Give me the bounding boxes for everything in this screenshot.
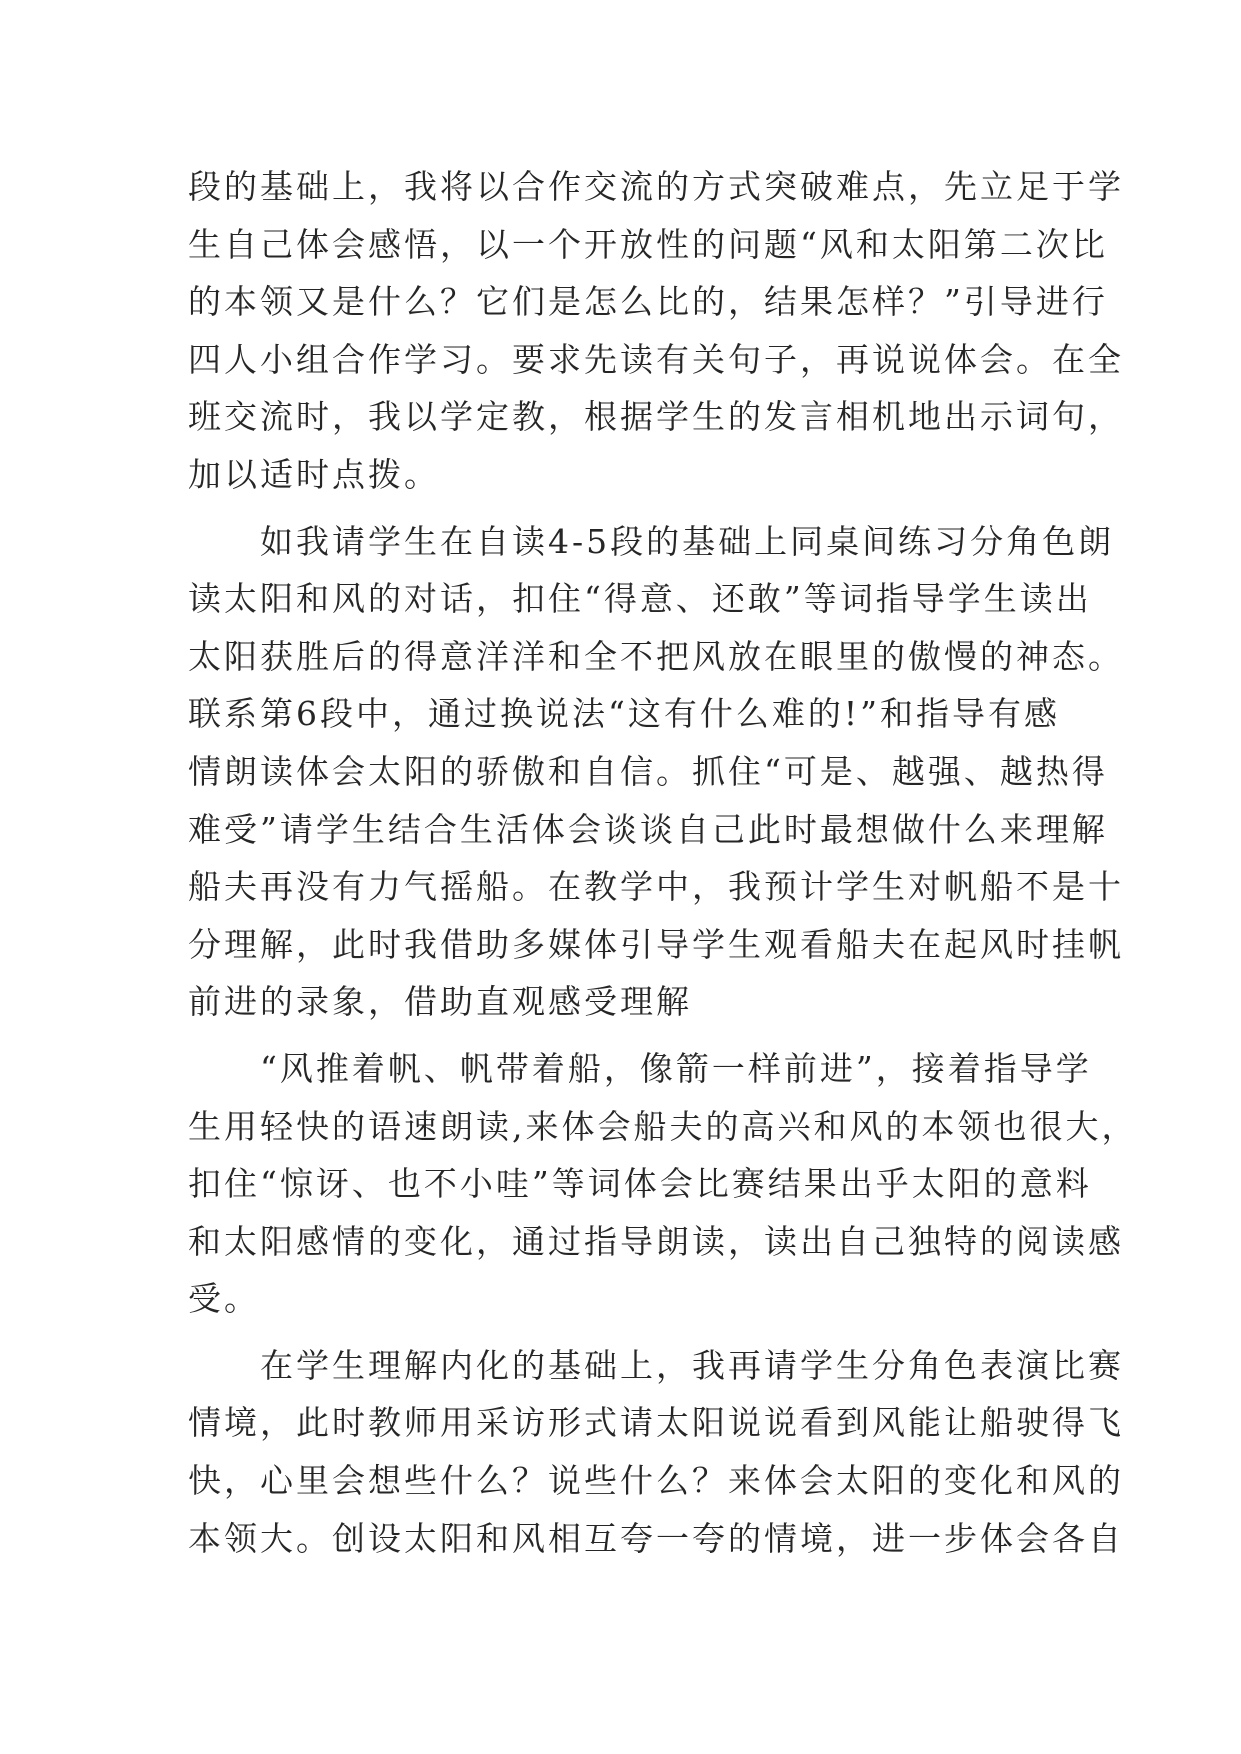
body-text (188, 158, 1138, 1567)
text-line: 情境，此时教师用采访形式请太阳说说看到风能让船驶得飞 (188, 1403, 1124, 1443)
text-line: 四人小组合作学习。要求先读有关句子，再说说体会。在全 (188, 339, 1124, 379)
text-line: 快，心里会想些什么？说些什么？来体会太阳的变化和风的 (188, 1461, 1124, 1501)
text-line: 联系第6段中，通过换说法“这有什么难的!”和指导有感 (188, 694, 1060, 734)
text-line: 生自己体会感悟，以一个开放性的问题“风和太阳第二次比 (188, 224, 1108, 264)
text-line: 的本领又是什么？它们是怎么比的，结果怎样？”引导进行 (188, 282, 1108, 322)
paragraph-gap (188, 1328, 1068, 1337)
paragraph-gap (188, 504, 1068, 513)
text-line: 扣住“惊讶、也不小哇”等词体会比赛结果出乎太阳的意料 (188, 1164, 1092, 1204)
text-line: 情朗读体会太阳的骄傲和自信。抓住“可是、越强、越热得 (188, 751, 1108, 791)
text-line: 前进的录象，借助直观感受理解 (188, 982, 692, 1022)
text-line: 分理解，此时我借助多媒体引导学生观看船夫在起风时挂帆 (188, 924, 1124, 964)
paragraph-gap (188, 1031, 1068, 1040)
text-line: 加以适时点拨。 (188, 454, 440, 494)
text-line: 在学生理解内化的基础上，我再请学生分角色表演比赛 (188, 1345, 1124, 1385)
text-line: “风推着帆、帆带着船，像箭一样前进”，接着指导学 (188, 1048, 1092, 1088)
text-line: 段的基础上，我将以合作交流的方式突破难点，先立足于学 (188, 167, 1124, 206)
text-line: 如我请学生在自读4-5段的基础上同桌间练习分角色朗 (188, 521, 1115, 561)
text-line: 读太阳和风的对话，扣住“得意、还敢”等词指导学生读出 (188, 579, 1092, 619)
text-line: 太阳获胜后的得意洋洋和全不把风放在眼里的傲慢的神态。 (188, 636, 1124, 676)
text-line: 本领大。创设太阳和风相互夸一夸的情境，进一步体会各自 (188, 1518, 1124, 1558)
text-line: 难受”请学生结合生活体会谈谈自己此时最想做什么来理解 (188, 809, 1108, 849)
text-line: 班交流时，我以学定教，根据学生的发言相机地出示词句， (188, 397, 1124, 437)
text-line: 船夫再没有力气摇船。在教学中，我预计学生对帆船不是十 (188, 867, 1124, 907)
text-line: 生用轻快的语速朗读,来体会船夫的高兴和风的本领也很大， (188, 1106, 1138, 1146)
text-line: 受。 (188, 1279, 260, 1319)
text-line: 和太阳感情的变化，通过指导朗读，读出自己独特的阅读感 (188, 1221, 1124, 1261)
